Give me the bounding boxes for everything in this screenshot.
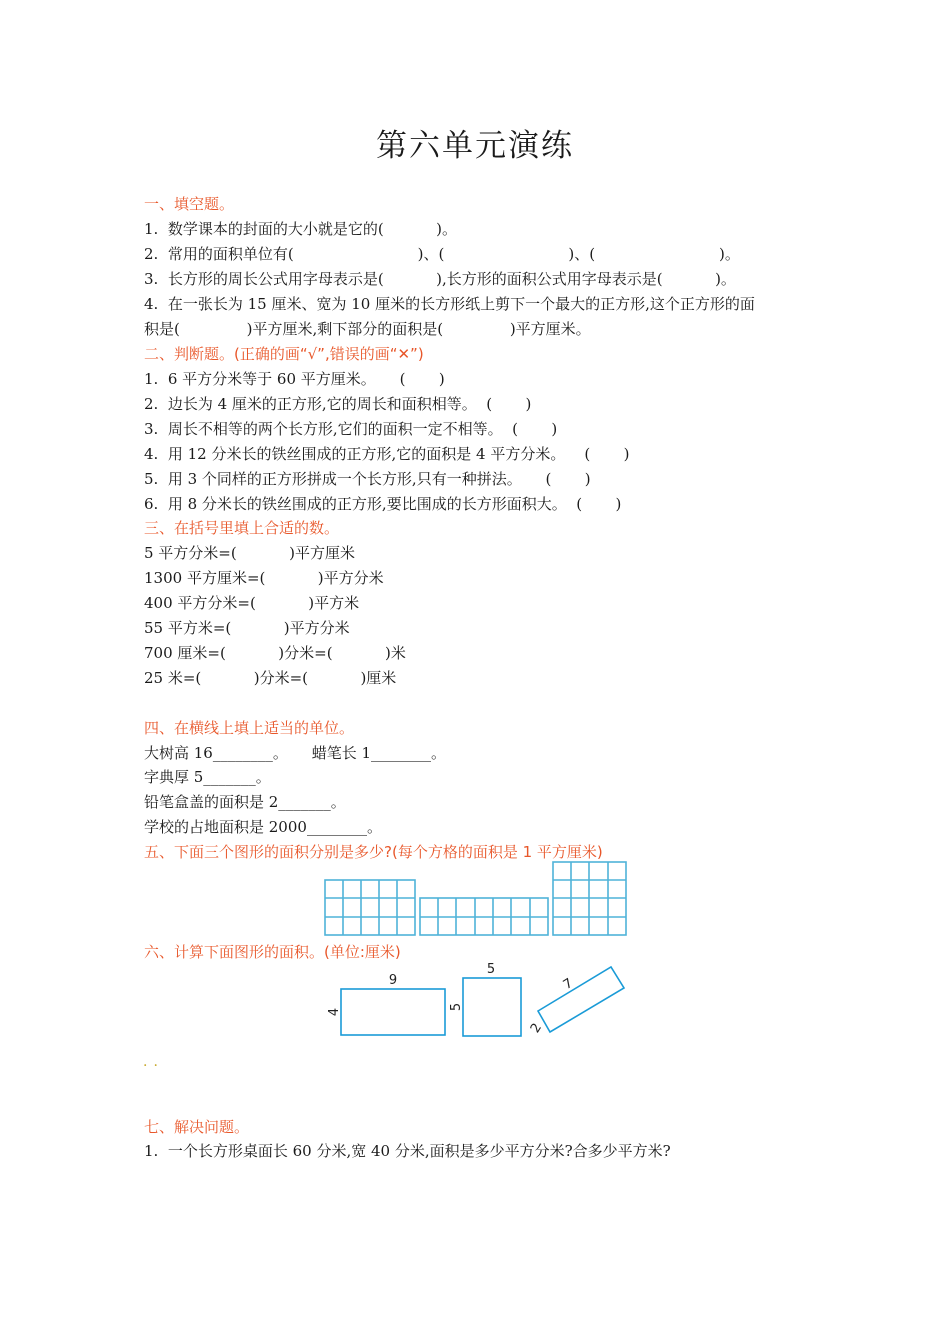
question-1-3: 3. 长方形的周长公式用字母表示是( ),长方形的面积公式用字母表示是( )。 bbox=[144, 270, 736, 288]
convert-item-5: 700 厘米=( )分米=( )米 bbox=[144, 644, 406, 662]
slanted-rectangle-shape bbox=[538, 967, 624, 1032]
convert-item-2: 1300 平方厘米=( )平方分米 bbox=[144, 569, 384, 587]
square-side-label: 5 bbox=[449, 1002, 464, 1012]
convert-item-3: 400 平方分米=( )平方米 bbox=[144, 594, 360, 612]
judge-item-4: 4. 用 12 分米长的铁丝围成的正方形,它的面积是 4 平方分米。 ( ) bbox=[144, 445, 630, 463]
question-1-2: 2. 常用的面积单位有( )、( )、( )。 bbox=[144, 245, 740, 263]
judge-item-1: 1. 6 平方分米等于 60 平方厘米。 ( ) bbox=[144, 370, 445, 388]
square-top-label: 5 bbox=[486, 962, 496, 977]
convert-item-6: 25 米=( )分米=( )厘米 bbox=[144, 669, 397, 687]
rectangle-width-label: 9 bbox=[388, 973, 398, 988]
slanted-long-label: 7 bbox=[560, 975, 576, 993]
section-2-heading: 二、判断题。(正确的画“√”,错误的画“✕”) bbox=[144, 345, 424, 363]
judge-item-3: 3. 周长不相等的两个长方形,它们的面积一定不相等。 ( ) bbox=[144, 420, 558, 438]
section-6-heading: 六、计算下面图形的面积。(单位:厘米) bbox=[144, 943, 401, 961]
slanted-short-label: 2 bbox=[527, 1020, 545, 1036]
unit-item-3: 铅笔盒盖的面积是 2_______。 bbox=[144, 793, 346, 811]
section-7-heading: 七、解决问题。 bbox=[144, 1118, 250, 1136]
convert-item-4: 55 平方米=( )平方分米 bbox=[144, 619, 350, 637]
unit-item-2: 字典厚 5_______。 bbox=[144, 768, 271, 786]
page-title: 第六单元演练 bbox=[376, 128, 574, 164]
rectangle-shape bbox=[341, 989, 445, 1035]
question-1-1: 1. 数学课本的封面的大小就是它的( )。 bbox=[144, 220, 458, 238]
section-5-heading: 五、下面三个图形的面积分别是多少?(每个方格的面积是 1 平方厘米) bbox=[144, 843, 603, 861]
unit-item-4: 学校的占地面积是 2000________。 bbox=[144, 818, 382, 836]
question-1-4a: 4. 在一张长为 15 厘米、宽为 10 厘米的长方形纸上剪下一个最大的正方形,这个正方形的面 bbox=[144, 295, 755, 313]
problem-7-1: 1. 一个长方形桌面长 60 分米,宽 40 分米,面积是多少平方分米?合多少平方米? bbox=[144, 1142, 671, 1160]
judge-item-6: 6. 用 8 分米长的铁丝围成的正方形,要比围成的长方形面积大。 ( ) bbox=[144, 495, 622, 513]
question-1-4b: 积是( )平方厘米,剩下部分的面积是( )平方厘米。 bbox=[144, 320, 591, 338]
rectangle-height-label: 4 bbox=[327, 1007, 342, 1017]
judge-item-5: 5. 用 3 个同样的正方形拼成一个长方形,只有一种拼法。 ( ) bbox=[144, 470, 591, 488]
judge-item-2: 2. 边长为 4 厘米的正方形,它的周长和面积相等。 ( ) bbox=[144, 395, 532, 413]
unit-item-1: 大树高 16________。 蜡笔长 1________。 bbox=[144, 744, 447, 762]
square-shape bbox=[463, 978, 521, 1036]
section-3-heading: 三、在括号里填上合适的数。 bbox=[144, 519, 340, 537]
decorative-dots: ·· bbox=[143, 1058, 164, 1074]
section-1-heading: 一、填空题。 bbox=[144, 195, 235, 213]
section-4-heading: 四、在横线上填上适当的单位。 bbox=[144, 719, 355, 737]
convert-item-1: 5 平方分米=( )平方厘米 bbox=[144, 544, 356, 562]
